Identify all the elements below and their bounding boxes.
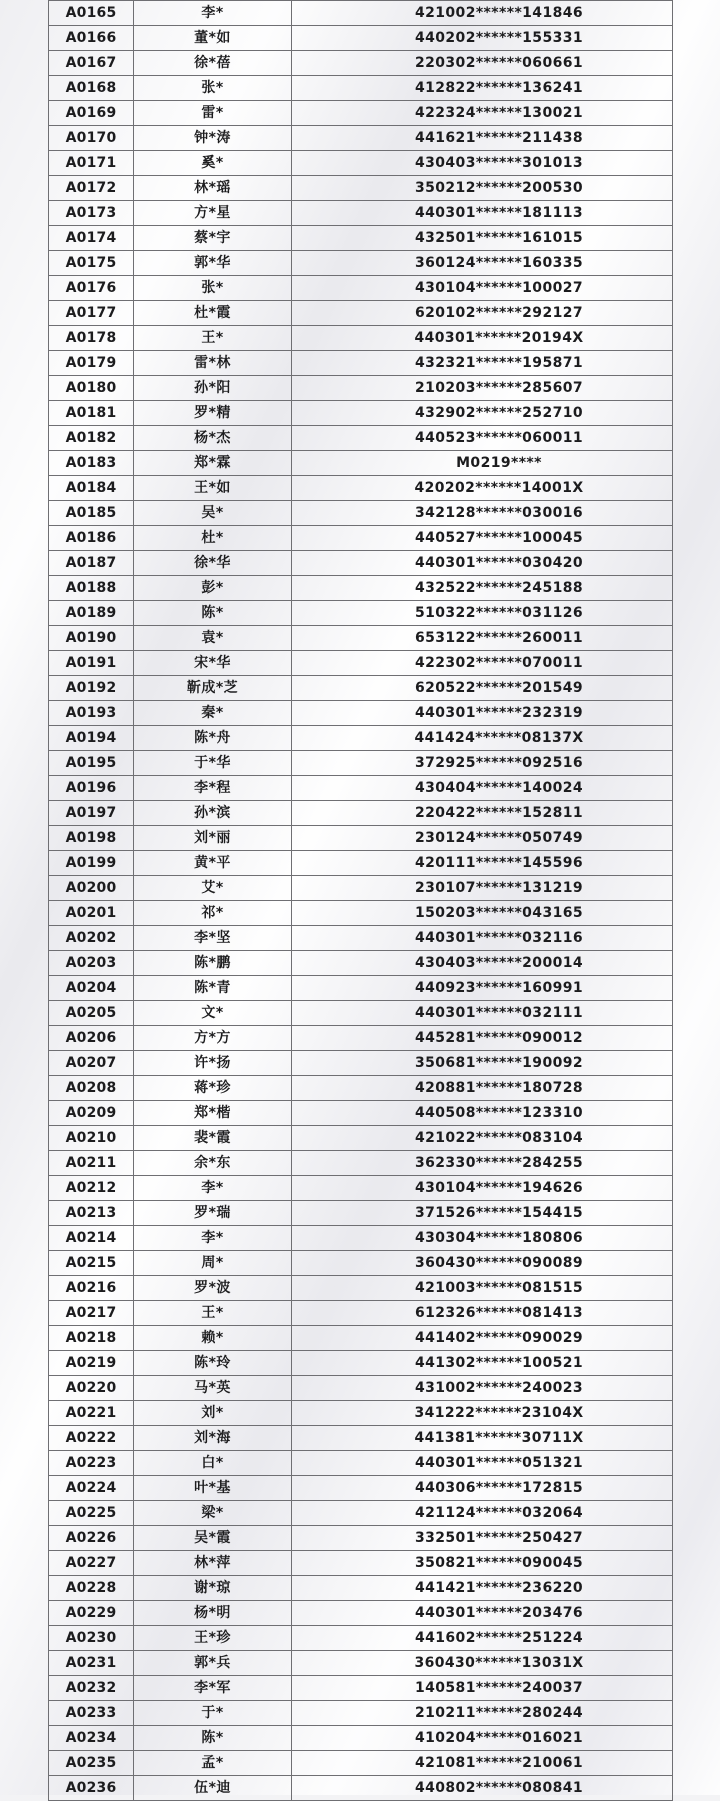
table-row: [49, 1651, 673, 1676]
table-row: [49, 851, 673, 876]
row-code: A0186: [49, 526, 134, 551]
table-row: [49, 726, 673, 751]
row-id-number: 210211******280244: [292, 1701, 673, 1726]
table-row: [49, 426, 673, 451]
row-id-number: 421081******210061: [292, 1751, 673, 1776]
table-row: [49, 1526, 673, 1551]
row-id-number: 360430******090089: [292, 1251, 673, 1276]
row-name: 杜*: [134, 526, 292, 551]
table-row: [49, 1151, 673, 1176]
row-name: 杜*霞: [134, 301, 292, 326]
row-name: 陈*青: [134, 976, 292, 1001]
row-code: A0204: [49, 976, 134, 1001]
row-name: 彭*: [134, 576, 292, 601]
row-code: A0176: [49, 276, 134, 301]
table-row: [49, 1576, 673, 1601]
row-name: 杨*明: [134, 1601, 292, 1626]
row-code: A0208: [49, 1076, 134, 1101]
row-code: A0173: [49, 201, 134, 226]
row-id-number: 432522******245188: [292, 576, 673, 601]
row-id-number: 421022******083104: [292, 1126, 673, 1151]
row-code: A0171: [49, 151, 134, 176]
row-code: A0198: [49, 826, 134, 851]
row-name: 杨*杰: [134, 426, 292, 451]
row-code: A0216: [49, 1276, 134, 1301]
row-id-number: 150203******043165: [292, 901, 673, 926]
row-name: 陈*鹏: [134, 951, 292, 976]
row-name: 李*坚: [134, 926, 292, 951]
row-name: 林*瑶: [134, 176, 292, 201]
table-row: [49, 201, 673, 226]
row-id-number: 362330******284255: [292, 1151, 673, 1176]
table-row: [49, 1276, 673, 1301]
table-row: [49, 576, 673, 601]
row-id-number: 612326******081413: [292, 1301, 673, 1326]
row-id-number: 432501******161015: [292, 226, 673, 251]
row-code: A0197: [49, 801, 134, 826]
row-id-number: 432902******252710: [292, 401, 673, 426]
table-row: [49, 376, 673, 401]
row-code: A0215: [49, 1251, 134, 1276]
row-id-number: 350212******200530: [292, 176, 673, 201]
row-name: 陈*: [134, 1726, 292, 1751]
row-code: A0175: [49, 251, 134, 276]
row-code: A0182: [49, 426, 134, 451]
row-code: A0212: [49, 1176, 134, 1201]
row-id-number: 412822******136241: [292, 76, 673, 101]
row-name: 刘*丽: [134, 826, 292, 851]
table-row: [49, 651, 673, 676]
row-id-number: 440202******155331: [292, 26, 673, 51]
roster-table: [48, 0, 673, 1801]
table-row: [49, 1251, 673, 1276]
row-code: A0196: [49, 776, 134, 801]
table-row: [49, 451, 673, 476]
table-row: [49, 1101, 673, 1126]
row-id-number: 430304******180806: [292, 1226, 673, 1251]
table-row: [49, 326, 673, 351]
table-row: [49, 1451, 673, 1476]
row-id-number: 440306******172815: [292, 1476, 673, 1501]
row-id-number: 441424******08137X: [292, 726, 673, 751]
row-id-number: 445281******090012: [292, 1026, 673, 1051]
row-id-number: 220302******060661: [292, 51, 673, 76]
row-id-number: 441602******251224: [292, 1626, 673, 1651]
row-code: A0205: [49, 1001, 134, 1026]
table-row: [49, 351, 673, 376]
row-code: A0170: [49, 126, 134, 151]
row-code: A0234: [49, 1726, 134, 1751]
row-id-number: 440301******203476: [292, 1601, 673, 1626]
row-code: A0227: [49, 1551, 134, 1576]
table-row: [49, 1, 673, 26]
row-code: A0178: [49, 326, 134, 351]
table-row: [49, 601, 673, 626]
row-id-number: 430403******200014: [292, 951, 673, 976]
table-row: [49, 276, 673, 301]
row-id-number: 360430******13031X: [292, 1651, 673, 1676]
table-row: [49, 1626, 673, 1651]
row-code: A0177: [49, 301, 134, 326]
table-row: [49, 26, 673, 51]
row-name: 徐*华: [134, 551, 292, 576]
row-code: A0236: [49, 1776, 134, 1801]
row-name: 陈*舟: [134, 726, 292, 751]
row-id-number: 230124******050749: [292, 826, 673, 851]
row-name: 文*: [134, 1001, 292, 1026]
row-id-number: 332501******250427: [292, 1526, 673, 1551]
table-row: [49, 676, 673, 701]
table-row: [49, 1601, 673, 1626]
row-name: 罗*瑞: [134, 1201, 292, 1226]
table-row: [49, 1376, 673, 1401]
row-name: 吴*: [134, 501, 292, 526]
row-code: A0202: [49, 926, 134, 951]
row-name: 黄*平: [134, 851, 292, 876]
row-id-number: 440527******100045: [292, 526, 673, 551]
table-row: [49, 1726, 673, 1751]
table-row: [49, 901, 673, 926]
row-id-number: 440301******181113: [292, 201, 673, 226]
row-code: A0231: [49, 1651, 134, 1676]
row-name: 于*: [134, 1701, 292, 1726]
row-id-number: 431002******240023: [292, 1376, 673, 1401]
row-name: 伍*迪: [134, 1776, 292, 1801]
row-id-number: 440301******20194X: [292, 326, 673, 351]
row-code: A0233: [49, 1701, 134, 1726]
row-code: A0179: [49, 351, 134, 376]
table-row: [49, 776, 673, 801]
row-id-number: 441381******30711X: [292, 1426, 673, 1451]
row-id-number: 420111******145596: [292, 851, 673, 876]
roster-table-body: [49, 1, 673, 1801]
row-code: A0224: [49, 1476, 134, 1501]
row-id-number: 420202******14001X: [292, 476, 673, 501]
row-name: 陈*: [134, 601, 292, 626]
row-name: 奚*: [134, 151, 292, 176]
table-row: [49, 1751, 673, 1776]
row-name: 王*如: [134, 476, 292, 501]
table-row: [49, 226, 673, 251]
row-code: A0181: [49, 401, 134, 426]
row-code: A0232: [49, 1676, 134, 1701]
row-name: 于*华: [134, 751, 292, 776]
row-code: A0188: [49, 576, 134, 601]
row-name: 李*: [134, 1, 292, 26]
table-row: [49, 1401, 673, 1426]
row-id-number: 430404******140024: [292, 776, 673, 801]
row-name: 方*星: [134, 201, 292, 226]
row-id-number: 350681******190092: [292, 1051, 673, 1076]
row-name: 方*方: [134, 1026, 292, 1051]
table-row: [49, 1026, 673, 1051]
row-code: A0228: [49, 1576, 134, 1601]
row-id-number: 441621******211438: [292, 126, 673, 151]
table-row: [49, 1476, 673, 1501]
row-code: A0207: [49, 1051, 134, 1076]
table-row: [49, 501, 673, 526]
row-name: 赖*: [134, 1326, 292, 1351]
table-row: [49, 1076, 673, 1101]
row-code: A0184: [49, 476, 134, 501]
table-row: [49, 1426, 673, 1451]
row-id-number: 220422******152811: [292, 801, 673, 826]
row-name: 吴*霞: [134, 1526, 292, 1551]
row-code: A0172: [49, 176, 134, 201]
row-name: 李*程: [134, 776, 292, 801]
table-row: [49, 126, 673, 151]
row-code: A0167: [49, 51, 134, 76]
table-row: [49, 1126, 673, 1151]
row-name: 孟*: [134, 1751, 292, 1776]
table-row: [49, 476, 673, 501]
row-name: 谢*琼: [134, 1576, 292, 1601]
row-code: A0200: [49, 876, 134, 901]
row-code: A0206: [49, 1026, 134, 1051]
row-id-number: 342128******030016: [292, 501, 673, 526]
row-name: 白*: [134, 1451, 292, 1476]
table-row: [49, 801, 673, 826]
row-name: 李*军: [134, 1676, 292, 1701]
table-row: [49, 1051, 673, 1076]
row-code: A0220: [49, 1376, 134, 1401]
row-id-number: 372925******092516: [292, 751, 673, 776]
row-name: 陈*玲: [134, 1351, 292, 1376]
row-id-number: 440301******032116: [292, 926, 673, 951]
row-id-number: 422302******070011: [292, 651, 673, 676]
row-id-number: 410204******016021: [292, 1726, 673, 1751]
row-name: 蒋*珍: [134, 1076, 292, 1101]
row-id-number: 341222******23104X: [292, 1401, 673, 1426]
row-id-number: 421003******081515: [292, 1276, 673, 1301]
row-name: 秦*: [134, 701, 292, 726]
table-row: [49, 876, 673, 901]
row-name: 周*: [134, 1251, 292, 1276]
row-code: A0174: [49, 226, 134, 251]
row-id-number: 440301******232319: [292, 701, 673, 726]
row-code: A0223: [49, 1451, 134, 1476]
row-id-number: 441421******236220: [292, 1576, 673, 1601]
row-id-number: 441302******100521: [292, 1351, 673, 1376]
table-row: [49, 976, 673, 1001]
row-id-number: 420881******180728: [292, 1076, 673, 1101]
row-code: A0221: [49, 1401, 134, 1426]
row-code: A0217: [49, 1301, 134, 1326]
row-name: 郑*霖: [134, 451, 292, 476]
row-id-number: 422324******130021: [292, 101, 673, 126]
row-name: 祁*: [134, 901, 292, 926]
table-row: [49, 1351, 673, 1376]
row-id-number: 441402******090029: [292, 1326, 673, 1351]
row-id-number: 620522******201549: [292, 676, 673, 701]
table-row: [49, 1301, 673, 1326]
row-id-number: 371526******154415: [292, 1201, 673, 1226]
row-code: A0213: [49, 1201, 134, 1226]
table-row: [49, 1551, 673, 1576]
row-id-number: 653122******260011: [292, 626, 673, 651]
row-name: 孙*阳: [134, 376, 292, 401]
table-row: [49, 251, 673, 276]
row-id-number: 210203******285607: [292, 376, 673, 401]
table-row: [49, 401, 673, 426]
row-id-number: 140581******240037: [292, 1676, 673, 1701]
row-code: A0187: [49, 551, 134, 576]
row-name: 艾*: [134, 876, 292, 901]
table-row: [49, 526, 673, 551]
table-row: [49, 1226, 673, 1251]
row-code: A0230: [49, 1626, 134, 1651]
row-id-number: 421124******032064: [292, 1501, 673, 1526]
row-code: A0190: [49, 626, 134, 651]
row-code: A0211: [49, 1151, 134, 1176]
table-row: [49, 76, 673, 101]
row-name: 罗*精: [134, 401, 292, 426]
row-code: A0168: [49, 76, 134, 101]
row-id-number: 440301******032111: [292, 1001, 673, 1026]
row-id-number: 430403******301013: [292, 151, 673, 176]
row-code: A0219: [49, 1351, 134, 1376]
row-id-number: 620102******292127: [292, 301, 673, 326]
row-code: A0189: [49, 601, 134, 626]
row-id-number: 440301******051321: [292, 1451, 673, 1476]
row-name: 董*如: [134, 26, 292, 51]
row-id-number: 421002******141846: [292, 1, 673, 26]
row-name: 王*: [134, 326, 292, 351]
row-id-number: M0219****: [292, 451, 673, 476]
table-row: [49, 1326, 673, 1351]
row-name: 郑*楷: [134, 1101, 292, 1126]
row-name: 蔡*宇: [134, 226, 292, 251]
table-row: [49, 1776, 673, 1801]
table-row: [49, 1501, 673, 1526]
row-code: A0229: [49, 1601, 134, 1626]
row-id-number: 360124******160335: [292, 251, 673, 276]
row-id-number: 440523******060011: [292, 426, 673, 451]
row-name: 雷*: [134, 101, 292, 126]
row-name: 雷*林: [134, 351, 292, 376]
row-name: 徐*蓓: [134, 51, 292, 76]
row-name: 郭*兵: [134, 1651, 292, 1676]
row-id-number: 440301******030420: [292, 551, 673, 576]
row-code: A0169: [49, 101, 134, 126]
row-name: 刘*: [134, 1401, 292, 1426]
row-code: A0218: [49, 1326, 134, 1351]
table-row: [49, 951, 673, 976]
row-name: 张*: [134, 276, 292, 301]
row-code: A0222: [49, 1426, 134, 1451]
row-id-number: 440923******160991: [292, 976, 673, 1001]
row-name: 李*: [134, 1226, 292, 1251]
table-row: [49, 826, 673, 851]
row-code: A0209: [49, 1101, 134, 1126]
row-name: 郭*华: [134, 251, 292, 276]
row-name: 靳成*芝: [134, 676, 292, 701]
row-name: 袁*: [134, 626, 292, 651]
table-row: [49, 626, 673, 651]
row-name: 王*: [134, 1301, 292, 1326]
row-code: A0191: [49, 651, 134, 676]
row-id-number: 430104******194626: [292, 1176, 673, 1201]
table-row: [49, 1001, 673, 1026]
row-code: A0210: [49, 1126, 134, 1151]
table-row: [49, 751, 673, 776]
row-code: A0201: [49, 901, 134, 926]
row-id-number: 230107******131219: [292, 876, 673, 901]
row-code: A0166: [49, 26, 134, 51]
table-row: [49, 1176, 673, 1201]
table-row: [49, 301, 673, 326]
table-row: [49, 51, 673, 76]
table-row: [49, 151, 673, 176]
row-name: 余*东: [134, 1151, 292, 1176]
table-row: [49, 701, 673, 726]
table-row: [49, 551, 673, 576]
table-row: [49, 101, 673, 126]
row-id-number: 510322******031126: [292, 601, 673, 626]
row-code: A0226: [49, 1526, 134, 1551]
row-id-number: 440802******080841: [292, 1776, 673, 1801]
row-code: A0185: [49, 501, 134, 526]
row-code: A0183: [49, 451, 134, 476]
row-id-number: 432321******195871: [292, 351, 673, 376]
row-name: 梁*: [134, 1501, 292, 1526]
row-name: 马*英: [134, 1376, 292, 1401]
row-code: A0194: [49, 726, 134, 751]
table-row: [49, 176, 673, 201]
table-row: [49, 1676, 673, 1701]
row-name: 林*萍: [134, 1551, 292, 1576]
row-code: A0203: [49, 951, 134, 976]
row-id-number: 430104******100027: [292, 276, 673, 301]
row-name: 叶*基: [134, 1476, 292, 1501]
row-name: 孙*滨: [134, 801, 292, 826]
row-code: A0180: [49, 376, 134, 401]
table-row: [49, 926, 673, 951]
row-name: 刘*海: [134, 1426, 292, 1451]
row-code: A0165: [49, 1, 134, 26]
row-name: 许*扬: [134, 1051, 292, 1076]
row-code: A0195: [49, 751, 134, 776]
row-id-number: 440508******123310: [292, 1101, 673, 1126]
row-code: A0192: [49, 676, 134, 701]
row-name: 张*: [134, 76, 292, 101]
row-code: A0225: [49, 1501, 134, 1526]
row-name: 裴*霞: [134, 1126, 292, 1151]
row-id-number: 350821******090045: [292, 1551, 673, 1576]
row-name: 王*珍: [134, 1626, 292, 1651]
row-name: 宋*华: [134, 651, 292, 676]
row-code: A0235: [49, 1751, 134, 1776]
row-name: 罗*波: [134, 1276, 292, 1301]
row-code: A0214: [49, 1226, 134, 1251]
table-row: [49, 1201, 673, 1226]
row-code: A0199: [49, 851, 134, 876]
row-name: 钟*涛: [134, 126, 292, 151]
row-name: 李*: [134, 1176, 292, 1201]
row-code: A0193: [49, 701, 134, 726]
table-row: [49, 1701, 673, 1726]
